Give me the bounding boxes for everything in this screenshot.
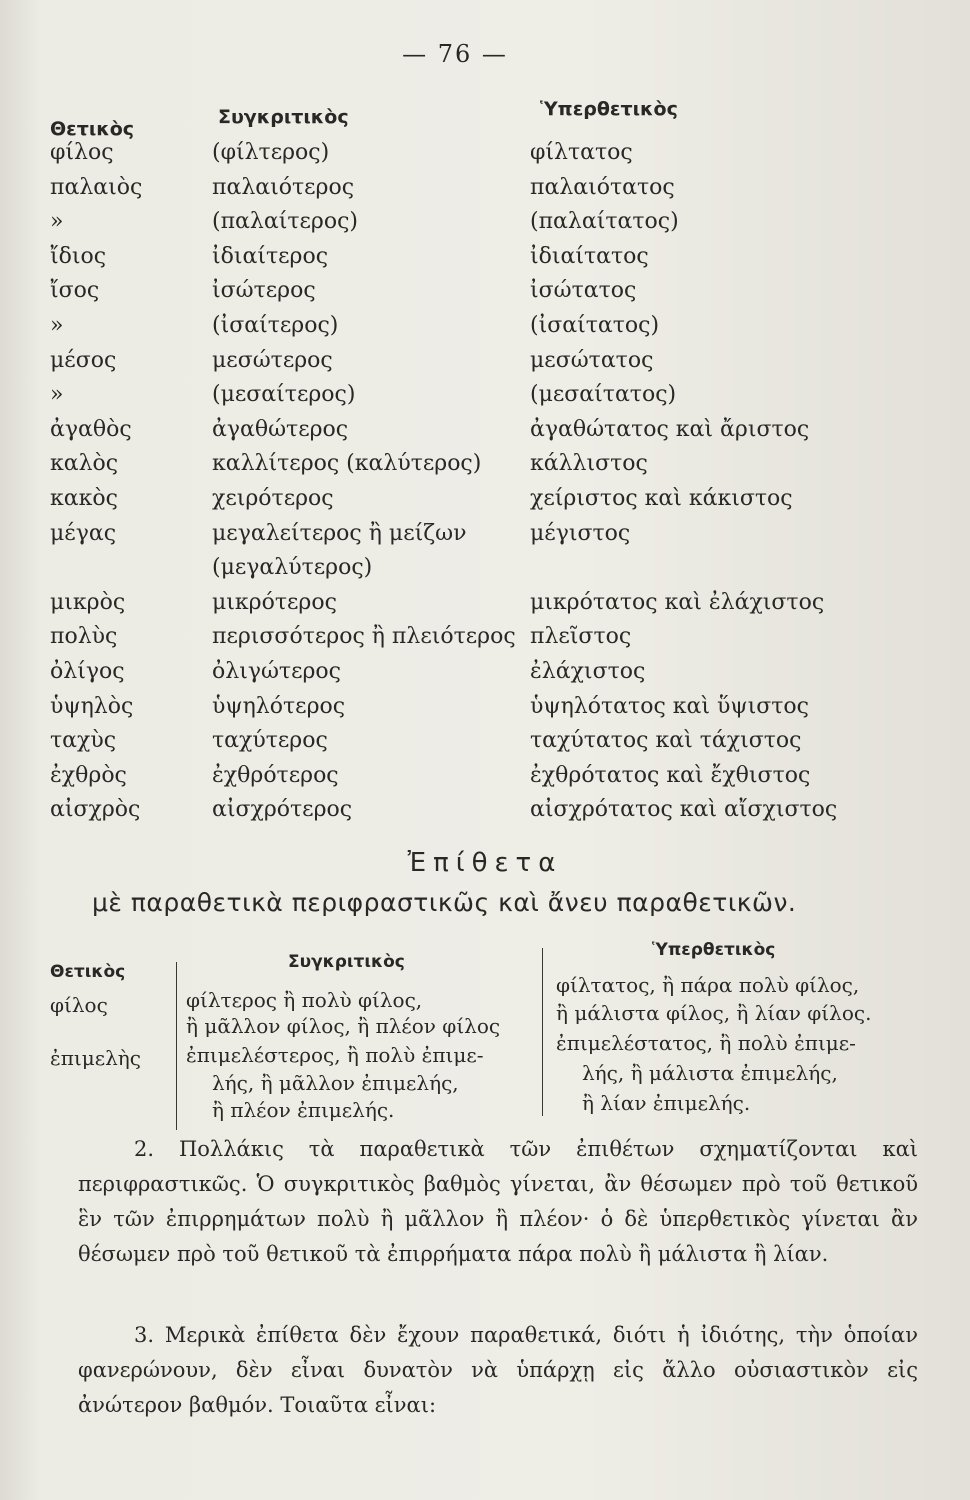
cell-pos: »	[50, 382, 64, 407]
cell-comp: μεγαλείτερος ἢ μείζων	[212, 521, 467, 546]
degree-row	[0, 348, 970, 382]
cell-comp: (φίλτερος)	[212, 140, 330, 165]
cell-pos: ἴδιος	[50, 244, 107, 269]
degree-row	[0, 590, 970, 624]
cell-pos: παλαιὸς	[50, 175, 143, 200]
cell-pos: ταχὺς	[50, 728, 117, 753]
cell-comp: αἰσχρότερος	[212, 797, 353, 822]
cell-comp: ἰσώτερος	[212, 278, 316, 303]
degree-row	[0, 382, 970, 416]
cell-comp: μικρότερος	[212, 590, 337, 615]
cell-comp: παλαιότερος	[212, 175, 355, 200]
cell-comp: ἐχθρότερος	[212, 763, 339, 788]
cell-sup: (μεσαίτατος)	[530, 382, 677, 407]
cell-comp: περισσότερος ἢ πλειότερος	[212, 624, 516, 649]
table2-sup-1: ἢ μάλιστα φίλος, ἢ λίαν φίλος.	[556, 1001, 872, 1025]
table2-comp-4: ἢ πλέον ἐπιμελής.	[212, 1098, 395, 1122]
paragraph-2	[78, 1132, 918, 1272]
table2-sup-4: ἢ λίαν ἐπιμελής.	[582, 1091, 751, 1115]
cell-comp: καλλίτερος (καλύτερος)	[212, 451, 482, 476]
cell-pos: ὀλίγος	[50, 659, 125, 684]
table2-comp-1: ἢ μᾶλλον φίλος, ἢ πλέον φίλος	[186, 1014, 501, 1038]
cell-pos: φίλος	[50, 140, 114, 165]
table2-comp-2: ἐπιμελέστερος, ἢ πολὺ ἐπιμε-	[186, 1043, 484, 1067]
header-comparative: Συγκριτικὸς	[218, 106, 349, 128]
degree-row	[0, 555, 970, 589]
cell-sup: ἐχθρότατος καὶ ἔχθιστος	[530, 763, 811, 788]
table2-pos-0: φίλος	[50, 993, 108, 1017]
cell-sup: ἀγαθώτατος καὶ ἄριστος	[530, 417, 810, 442]
table2-header-positive: Θετικὸς	[50, 962, 126, 982]
degree-row	[0, 244, 970, 278]
paragraph-3	[78, 1318, 918, 1423]
cell-pos: ἴσος	[50, 278, 100, 303]
cell-pos: ὑψηλὸς	[50, 694, 134, 719]
cell-pos: αἰσχρὸς	[50, 797, 141, 822]
degree-row	[0, 278, 970, 312]
cell-pos: »	[50, 313, 64, 338]
degree-row	[0, 140, 970, 174]
degree-row	[0, 486, 970, 520]
cell-pos: ἀγαθὸς	[50, 417, 132, 442]
cell-sup: παλαιότατος	[530, 175, 675, 200]
cell-pos: μέγας	[50, 521, 117, 546]
cell-pos: ἐχθρὸς	[50, 763, 127, 788]
degree-row	[0, 175, 970, 209]
table2-comp-3: λής, ἢ μᾶλλον ἐπιμελής,	[212, 1071, 459, 1095]
degree-row	[0, 624, 970, 658]
cell-comp: (ἰσαίτερος)	[212, 313, 339, 338]
degree-row	[0, 521, 970, 555]
cell-comp: ἀγαθώτερος	[212, 417, 349, 442]
degree-row	[0, 451, 970, 485]
cell-pos: »	[50, 209, 64, 234]
cell-comp: ταχύτερος	[212, 728, 328, 753]
section-subtitle: μὲ παραθετικὰ περιφραστικῶς καὶ ἄνευ παραθετικῶν.	[92, 888, 797, 917]
degree-row	[0, 694, 970, 728]
table2-header-superlative: Ὑπερθετικὸς	[652, 940, 776, 960]
cell-sup: μεσώτατος	[530, 348, 654, 373]
table2-divider-right	[542, 948, 543, 1116]
paragraph-2-text: 2. Πολλάκις τὰ παραθετικὰ τῶν ἐπιθέτων σχηματίζονται καὶ περιφραστικῶς. Ὁ συγκριτικὸς βαθμὸς γίνεται, ἂν θέσωμεν πρὸ τοῦ θετικοῦ ἓν τῶν ἐπιρρημάτων πολὺ ἢ μᾶλλον ἢ πλέον· ὁ δὲ ὑπερθετικὸς γίνεται ἂν θέσωμεν πρὸ τοῦ θετικοῦ τὰ ἐπιρρήματα πάρα πολὺ ἢ μάλιστα ἢ λίαν.	[78, 1137, 918, 1266]
cell-pos: καλὸς	[50, 451, 119, 476]
cell-sup: ὑψηλότατος καὶ ὕψιστος	[530, 694, 809, 719]
table2-divider-left	[176, 962, 177, 1130]
degree-row	[0, 209, 970, 243]
cell-sup: (παλαίτατος)	[530, 209, 679, 234]
cell-pos: πολὺς	[50, 624, 118, 649]
cell-comp: ὑψηλότερος	[212, 694, 346, 719]
cell-sup: κάλλιστος	[530, 451, 648, 476]
cell-sup: μικρότατος καὶ ἐλάχιστος	[530, 590, 825, 615]
page-number: — 76 —	[402, 40, 508, 68]
cell-pos: κακὸς	[50, 486, 118, 511]
paragraph-3-text: 3. Μερικὰ ἐπίθετα δὲν ἔχουν παραθετικά, διότι ἡ ἰδιότης, τὴν ὁποίαν φανερώνουν, δὲν εἶναι δυνατὸν νὰ ὑπάρχῃ εἰς ἄλλο οὐσιαστικὸν εἰς ἀνώτερον βαθμόν. Τοιαῦτα εἶναι:	[78, 1323, 918, 1417]
cell-comp: χειρότερος	[212, 486, 334, 511]
section-title: Ἐπίθετα	[407, 848, 563, 878]
cell-sup: ἰσώτατος	[530, 278, 637, 303]
cell-sup: ταχύτατος καὶ τάχιστος	[530, 728, 802, 753]
cell-comp: ἰδιαίτερος	[212, 244, 329, 269]
cell-sup: μέγιστος	[530, 521, 631, 546]
degree-row	[0, 417, 970, 451]
cell-sup: ἐλάχιστος	[530, 659, 646, 684]
cell-comp: ὀλιγώτερος	[212, 659, 341, 684]
cell-pos: μικρὸς	[50, 590, 126, 615]
degree-row	[0, 728, 970, 762]
table2-sup-3: λής, ἢ μάλιστα ἐπιμελής,	[582, 1061, 838, 1085]
cell-comp: (μεσαίτερος)	[212, 382, 356, 407]
table2-pos-1: ἐπιμελὴς	[50, 1046, 141, 1070]
cell-sup: πλεῖστος	[530, 624, 632, 649]
table2-comp-0: φίλτερος ἢ πολὺ φίλος,	[186, 988, 423, 1012]
table2-sup-2: ἐπιμελέστατος, ἢ πολὺ ἐπιμε-	[556, 1031, 856, 1055]
cell-sup: χείριστος καὶ κάκιστος	[530, 486, 793, 511]
cell-sup: ἰδιαίτατος	[530, 244, 649, 269]
cell-sup: φίλτατος	[530, 140, 633, 165]
degree-row	[0, 313, 970, 347]
cell-sup: αἰσχρότατος καὶ αἴσχιστος	[530, 797, 838, 822]
table2-sup-0: φίλτατος, ἢ πάρα πολὺ φίλος,	[556, 973, 860, 997]
cell-comp: μεσώτερος	[212, 348, 333, 373]
cell-sup: (ἰσαίτατος)	[530, 313, 660, 338]
header-superlative: Ὑπερθετικὸς	[540, 98, 678, 120]
degree-row	[0, 763, 970, 797]
cell-comp: (μεγαλύτερος)	[212, 555, 373, 580]
table2-header-comparative: Συγκριτικὸς	[288, 952, 405, 972]
header-positive: Θετικὸς	[50, 118, 135, 140]
cell-comp: (παλαίτερος)	[212, 209, 358, 234]
degree-row	[0, 797, 970, 831]
cell-pos: μέσος	[50, 348, 117, 373]
degree-row	[0, 659, 970, 693]
